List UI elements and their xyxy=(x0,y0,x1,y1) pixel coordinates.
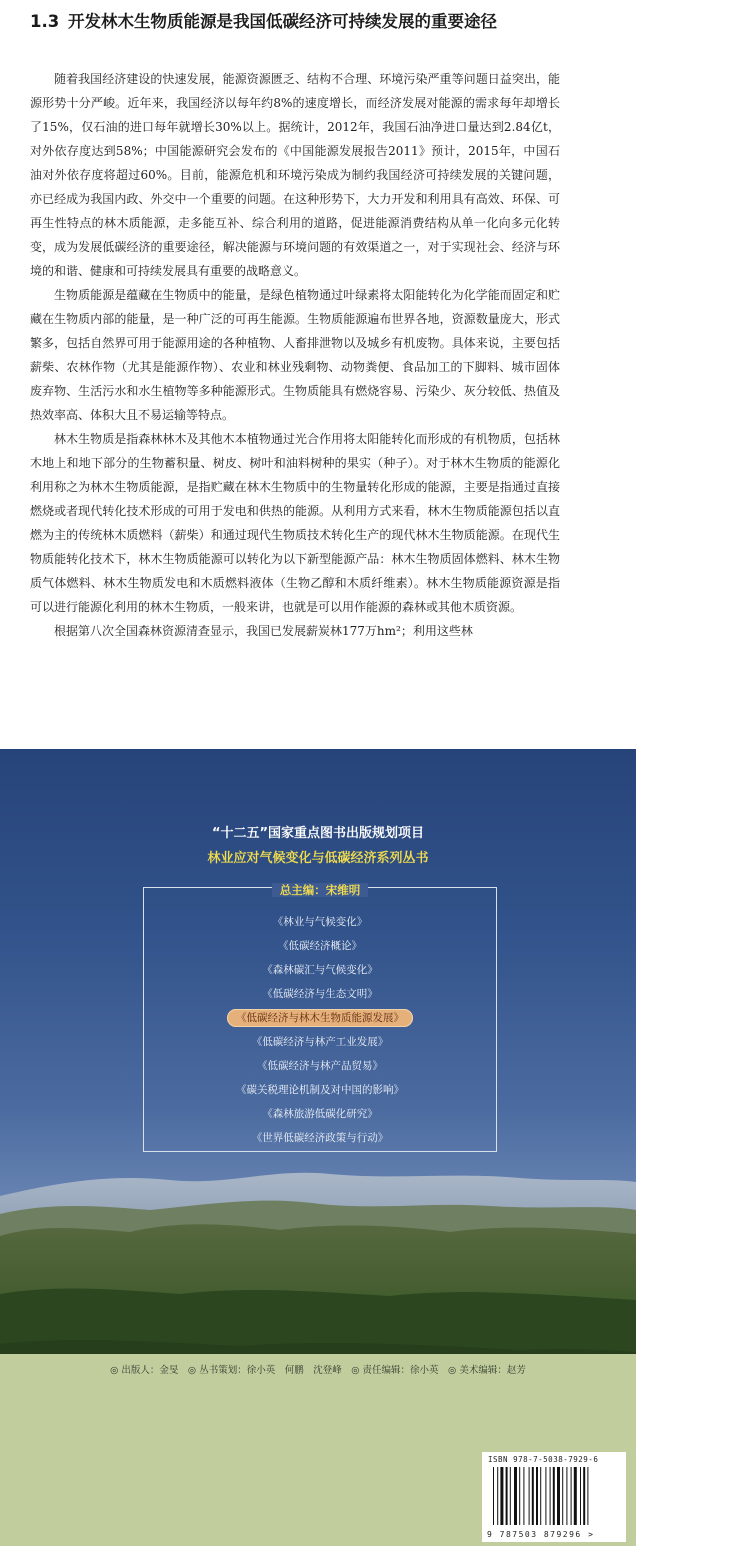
isbn-label: ISBN 978-7-5038-7929-6 xyxy=(488,1455,599,1464)
series-title: 《低碳经济与林产品贸易》 xyxy=(257,1060,383,1072)
paragraph: 根据第八次全国森林资源清查显示，我国已发展薪炭林177万hm²；利用这些林 xyxy=(54,624,473,638)
series-title: 《森林旅游低碳化研究》 xyxy=(262,1108,378,1120)
barcode-digits: 9 787503 879296 > xyxy=(487,1530,595,1539)
body-text xyxy=(30,67,560,643)
series-title: 《森林碳汇与气候变化》 xyxy=(262,964,378,976)
project-line: “十二五”国家重点图书出版规划项目 xyxy=(211,826,425,841)
series-name: 林业应对气候变化与低碳经济系列丛书 xyxy=(207,851,429,866)
series-title: 《低碳经济概论》 xyxy=(278,940,362,952)
section-heading xyxy=(30,8,730,36)
series-list-box xyxy=(143,883,497,1152)
series-title-highlighted: 《低碳经济与林木生物质能源发展》 xyxy=(144,1006,496,1030)
series-titles xyxy=(144,910,496,1150)
paragraph: 随着我国经济建设的快速发展，能源资源匮乏、结构不合理、环境污染严重等问题日益突出，能源形势十分严峻。近年来，我国经济以每年约8%的速度增长，而经济发展对能源的需求每年却增长了15%，仅石油的进口每年就增长30%以上。据统计，2012年，我国石油净进口量达到2.84亿t，对外依存度达到58%；中国能源研究会发布的《中国能源发展报告2011》预计，2015年，中国石油对外依存度将超过60%。目前，能源危机和环境污染成为制约我国经济可持续发展的关键问题，亦已经成为我国内政、外交中一个重要的问题。在这种形势下，大力开发和利用具有高效、环保、可再生性特点的林木质能源，走多能互补、综合利用的道路，促进能源消费结构从单一化向多元化转变，成为发展低碳经济的重要途径，解决能源与环境问题的有效渠道之一，对于实现社会、经济与环境的和谐、健康和可持续发展具有重要的战略意义。 xyxy=(30,72,560,278)
series-title: 《世界低碳经济政策与行动》 xyxy=(251,1132,389,1144)
section-title: 开发林木生物质能源是我国低碳经济可持续发展的重要途径 xyxy=(68,12,497,31)
chief-editor: 总主编：宋维明 xyxy=(272,883,369,897)
paragraph: 生物质能源是蕴藏在生物质中的能量，是绿色植物通过叶绿素将太阳能转化为化学能而固定和贮藏在生物质内部的能量，是一种广泛的可再生能源。生物质能源遍布世界各地，资源数量庞大，形式繁多，包括自然界可用于能源用途的各种植物、人畜排泄物以及城乡有机废物。具体来说，主要包括薪柴、农林作物（尤其是能源作物）、农业和林业残剩物、动物粪便、食品加工的下脚料、城市固体废弃物、生活污水和水生植物等多种能源形式。生物质能具有燃烧容易、污染少、灰分较低、热值及热效率高、体积大且不易运输等特点。 xyxy=(30,288,560,422)
barcode xyxy=(491,1467,617,1531)
credits-line: ◎ 出版人：金旻 ◎ 丛书策划：徐小英 何鹏 沈登峰 ◎ 责任编辑：徐小英 ◎ 美术编辑：赵芳 xyxy=(110,1365,526,1376)
book-page xyxy=(0,0,750,745)
paragraph: 林木生物质是指森林林木及其他木本植物通过光合作用将太阳能转化而形成的有机物质，包括林木地上和地下部分的生物蓄积量、树皮、树叶和油料树种的果实（种子）。对于林木生物质的能源化利用称之为林木生物质能源，是指贮藏在林木生物质中的生物量转化形成的能源，主要是指通过直接燃烧或者现代转化技术形成的可用于发电和供热的能源。从利用方式来看，林木生物质能源包括以直燃为主的传统林木质燃料（薪柴）和通过现代生物质技术转化生产的现代林木生物质能源。在现代生物质能转化技术下，林木生物质能源可以转化为以下新型能源产品：林木生物质固体燃料、林木生物质气体燃料、林木生物质发电和木质燃料液体（生物乙醇和木质纤维素）。林木生物质能源资源是指可以进行能源化利用的林木生物质，一般来讲，也就是可以用作能源的森林或其他木质资源。 xyxy=(30,432,560,614)
series-title: 《低碳经济与生态文明》 xyxy=(262,988,378,1000)
back-cover xyxy=(0,749,636,1546)
series-title: 《林业与气候变化》 xyxy=(272,916,368,928)
section-number: 1.3 xyxy=(30,12,60,31)
series-title: 《低碳经济与林产工业发展》 xyxy=(251,1036,389,1048)
series-title: 《碳关税理论机制及对中国的影响》 xyxy=(236,1084,404,1096)
isbn-barcode-block xyxy=(482,1452,626,1542)
